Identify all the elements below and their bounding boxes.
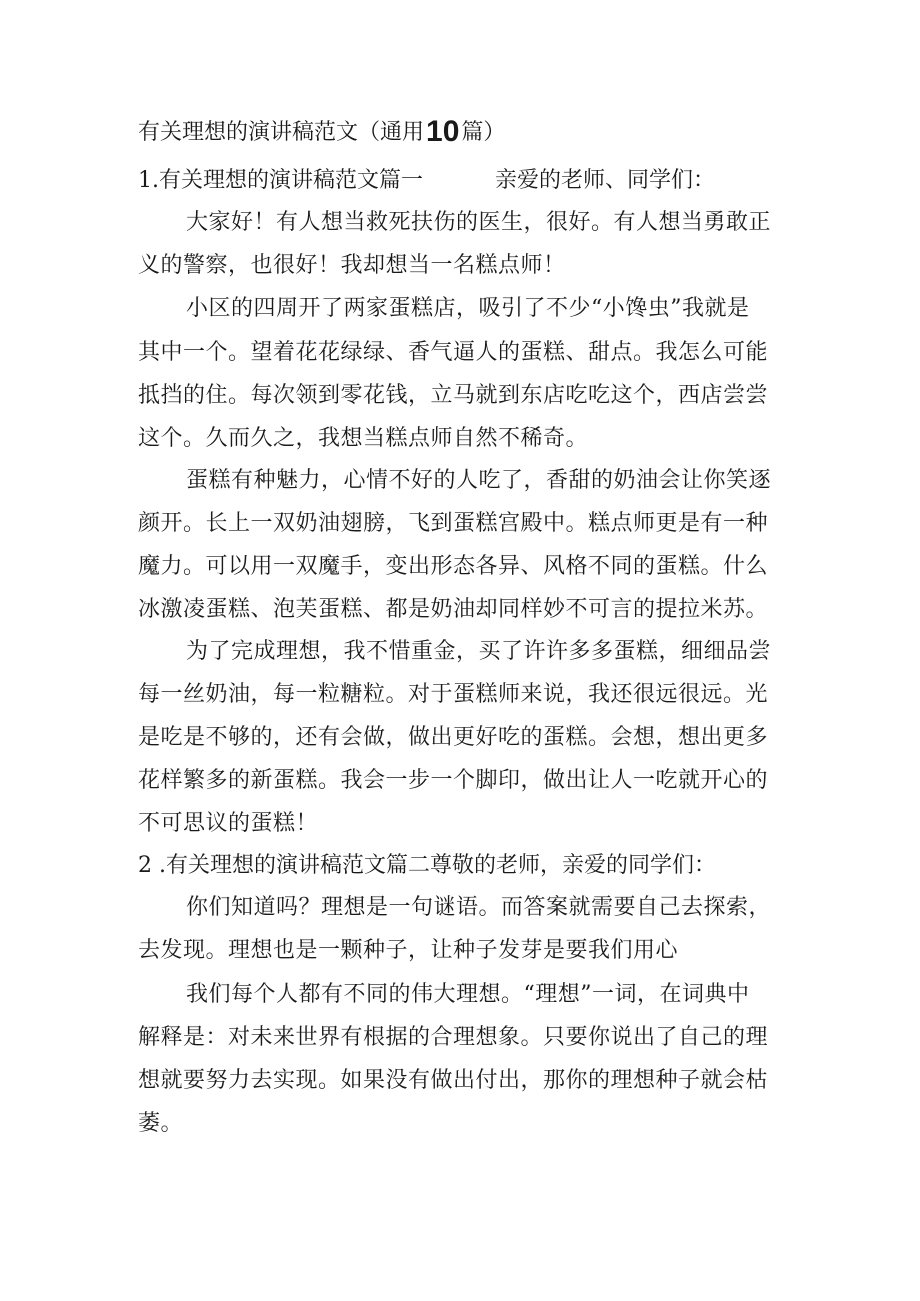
document-title <box>138 115 505 150</box>
paragraph-line: 解释是：对未来世界有根据的合理想象。只要你说出了自己的理 <box>138 1025 769 1050</box>
paragraph-line: 大家好！有人想当救死扶伤的医生，很好。有人想当勇敢正 <box>186 210 772 235</box>
paragraph-line: 想就要努力去实现。如果没有做出付出，那你的理想种子就会枯 <box>138 1068 769 1093</box>
paragraph-line: 这个。久而久之，我想当糕点师自然不稀奇。 <box>138 426 589 451</box>
paragraph-line: 小区的四周开了两家蛋糕店，吸引了不少“小馋虫”我就是 <box>186 296 750 321</box>
title-number: 10 <box>426 115 460 148</box>
paragraph-line: 抵挡的住。每次领到零花钱，立马就到东店吃吃这个，西店尝尝 <box>138 383 769 408</box>
paragraph-line: 去发现。理想也是一颗种子，让种子发芽是要我们用心 <box>138 938 679 963</box>
section1-salutation: 亲爱的老师、同学们： <box>495 168 716 193</box>
paragraph-line: 颜开。长上一双奶油翅膀，飞到蛋糕宫殿中。糕点师更是有一种 <box>138 511 769 536</box>
section2-heading: 2 .有关理想的演讲稿范文篇二尊敬的老师，亲爱的同学们： <box>138 853 716 878</box>
title-prefix: 有关理想的演讲稿范文（通用 <box>138 120 425 145</box>
paragraph-line: 萎。 <box>138 1111 184 1136</box>
paragraph-line: 我们每个人都有不同的伟大理想。“理想”一词，在词典中 <box>186 982 750 1007</box>
paragraph-line: 蛋糕有种魅力，心情不好的人吃了，香甜的奶油会让你笑逐 <box>186 468 772 493</box>
paragraph-line: 不可思议的蛋糕！ <box>138 811 319 836</box>
paragraph-line: 你们知道吗？理想是一句谜语。而答案就需要自己去探索， <box>186 895 772 920</box>
section1-heading-line <box>138 166 715 196</box>
paragraph-line: 为了完成理想，我不惜重金，买了许许多多蛋糕，细细品尝 <box>186 639 772 664</box>
paragraph-line: 花样繁多的新蛋糕。我会一步一个脚印，做出让人一吃就开心的 <box>138 768 769 793</box>
paragraph-line: 是吃是不够的，还有会做，做出更好吃的蛋糕。会想，想出更多 <box>138 725 769 750</box>
paragraph-line: 每一丝奶油，每一粒糖粒。对于蛋糕师来说，我还很远很远。光 <box>138 682 769 707</box>
paragraph-line: 义的警察，也很好！我却想当一名糕点师！ <box>138 253 566 278</box>
paragraph-line: 冰激凌蛋糕、泡芙蛋糕、都是奶油却同样妙不可言的提拉米苏。 <box>138 597 769 622</box>
section1-heading: 1.有关理想的演讲稿范文篇一 <box>138 168 423 193</box>
paragraph-line: 其中一个。望着花花绿绿、香气逼人的蛋糕、甜点。我怎么可能 <box>138 340 769 365</box>
paragraph-line: 魔力。可以用一双魔手，变出形态各异、风格不同的蛋糕。什么 <box>138 554 769 579</box>
title-suffix: 篇） <box>461 120 506 145</box>
